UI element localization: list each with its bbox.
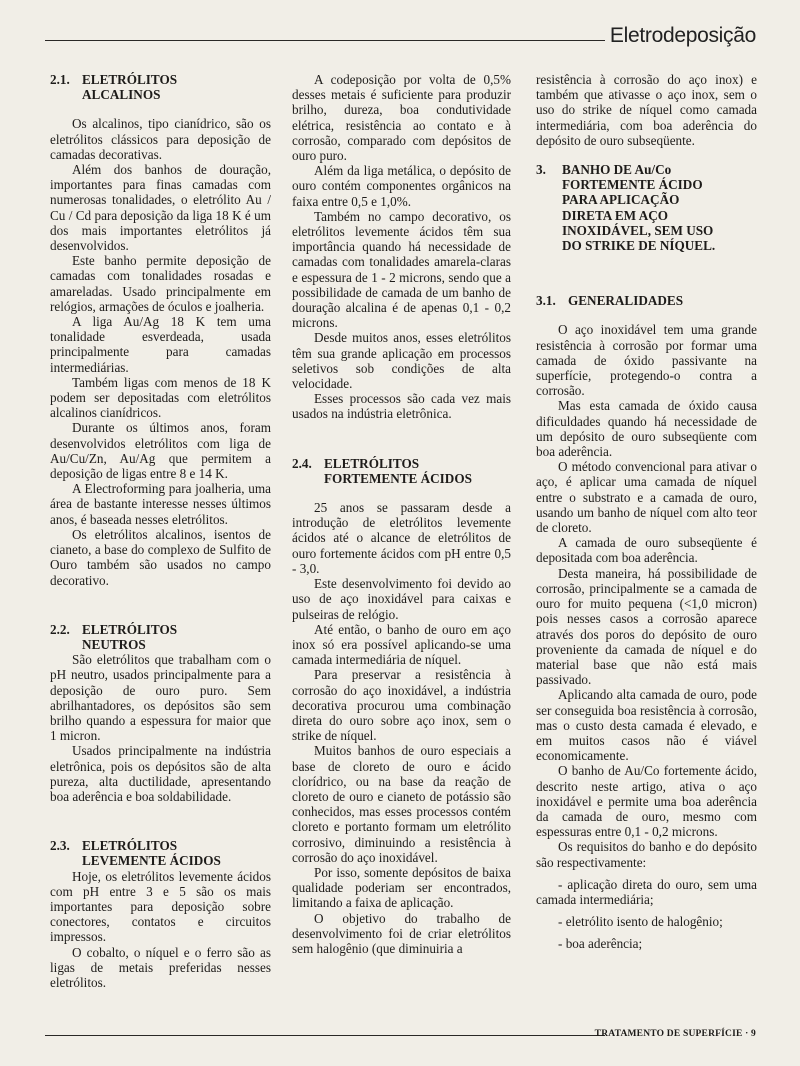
running-header-title: Eletrodeposição [609,24,756,47]
section-2-4-heading: 2.4. ELETRÓLITOS FORTEMENTE ÁCIDOS [292,455,472,486]
paragraph: Durante os últimos anos, foram desenvolvidos eletrólitos com liga de Au/Cu/Zn, Au/Ag que permitem a deposição de ligas entre 8 e 14 K. [50,420,271,482]
paragraph: 25 anos se passaram desde a introdução de eletrólitos levemente ácidos até o alcance de eletrólitos de ouro fortemente ácidos com pH entre 0,5 - 3,0. [292,500,511,576]
paragraph: Os alcalinos, tipo cianídrico, são os eletrólitos clássicos para deposição de camadas decorativas. [50,116,271,162]
paragraph: Usados principalmente na indústria eletrônica, pois os depósitos são de alta pureza, alta ductilidade, apresentando boa aderência e boa soldabilidade. [50,743,271,804]
list-item: - aplicação direta do ouro, sem uma camada intermediária; [536,876,757,907]
paragraph: Muitos banhos de ouro especiais a base de cloreto de ouro e ácido clorídrico, ou na base da reação de cloreto de ouro e cianeto de potássio são conhecidos, mas esses processos contém cloreto e portanto formam um eletrólito corrosivo, diminuindo a resistência à corrosão do aço inoxidável. [292,743,511,865]
footer-rule [45,1035,605,1036]
paragraph: Desde muitos anos, esses eletrólitos têm sua grande aplicação em processos seletivos sob condições de alta velocidade. [292,330,511,392]
paragraph: São eletrólitos que trabalham com o pH neutro, usados principalmente para a deposição de ouro puro. Sem abrilhantadores, os depósitos são sem brilho quando a espessura for maior que 1 micron. [50,652,271,744]
paragraph: A Electroforming para joalheria, uma área de bastante interesse nesses últimos anos, é baseada nesses eletrólitos. [50,481,271,527]
paragraph: O método convencional para ativar o aço, é aplicar uma camada de níquel entre o substrato e a camada de ouro, usando um banho de níquel com alto teor de cloreto. [536,459,757,536]
header-rule [45,40,605,41]
paragraph: Desta maneira, há possibilidade de corrosão, principalmente se a camada de ouro for muito pequena (<1,0 micron) pois nesses casos a corrosão aparece através dos poros do depósito de ouro proveniente da camada de níquel e do material base que não está mais passivado. [536,565,757,688]
paragraph: O aço inoxidável tem uma grande resistência à corrosão por formar uma camada de óxido passivante na superfície, protegendo-o contra a corrosão. [536,322,757,399]
paragraph: O cobalto, o níquel e o ferro são as ligas de metais preferidas nesses eletrólitos. [50,944,271,990]
section-2-3-heading: 2.3. ELETRÓLITOS LEVEMENTE ÁCIDOS [50,838,221,869]
paragraph: O banho de Au/Co fortemente ácido, descrito neste artigo, ativa o aço inoxidável e permite uma boa aderência da camada de ouro, mesmo com espessuras entre 0,1 - 0,2 microns. [536,763,757,840]
paragraph: Aplicando alta camada de ouro, pode ser conseguida boa resistência à corrosão, mas o custo desta camada é elevado, e em muitos casos não é viável economicamente. [536,687,757,764]
paragraph: A liga Au/Ag 18 K tem uma tonalidade esverdeada, usada principalmente para camadas intermediárias. [50,314,271,375]
paragraph: Este banho permite deposição de camadas com tonalidades rosadas e amareladas. Usado principalmente em relógios, armações de óculos e joalheria. [50,253,271,314]
section-2-1-heading: 2.1. ELETRÓLITOS ALCALINOS [50,72,178,103]
paragraph: Hoje, os eletrólitos levemente ácidos com pH entre 3 e 5 são os mais importantes para deposição sobre conectores, contatos e circuitos impressos. [50,868,271,945]
paragraph: O objetivo do trabalho de desenvolvimento foi de criar eletrólitos sem halogênio (que diminuiria a [292,910,511,956]
section-2-2-heading: 2.2. ELETRÓLITOS NEUTROS [50,621,178,652]
paragraph: Por isso, somente depósitos de baixa qualidade poderiam ser encontrados, limitando a faixa de aplicação. [292,864,511,911]
paragraph: Este desenvolvimento foi devido ao uso de aço inoxidável para caixas e pulseiras de relógio. [292,576,511,622]
paragraph: Mas esta camada de óxido causa dificuldades quando há necessidade de um depósito de ouro subseqüente com boa aderência. [536,398,757,460]
section-3-1-heading: 3.1. GENERALIDADES [536,293,684,309]
section-3-heading: 3. BANHO DE Au/Co FORTEMENTE ÁCIDO PARA APLICAÇÃO DIRETA EM AÇO INOXIDÁVEL, SEM USO DO STRIKE DE NÍQUEL. [536,162,716,254]
paragraph: Além dos banhos de douração, importantes para finas camadas com numerosas tonalidades, o eletrólito Au / Cu / Cd para deposição da liga 18 K é um dos mais importantes eletrólitos já desenvolvidos. [50,162,271,254]
paragraph: Até então, o banho de ouro em aço inox só era possível aplicando-se uma camada intermediária de níquel. [292,621,511,668]
column-2 [292,72,511,956]
paragraph: resistência à corrosão do aço inox) e também que ativasse o aço inox, sem o uso do strike de níquel como camada intermediária, com boa aderência do depósito de ouro subseqüente. [536,72,757,148]
paragraph: Além da liga metálica, o depósito de ouro contém componentes orgânicos na faixa entre 0,5 e 1,0%. [292,163,511,209]
column-1 [50,72,271,990]
paragraph: A codeposição por volta de 0,5% desses metais é suficiente para produzir brilho, dureza, boa condutividade elétrica, resistência ao contato e à corrosão, comparado com depósitos de ouro puro. [292,72,511,164]
list-item: - eletrólito isento de halogênio; [558,914,723,930]
list-item: - boa aderência; [558,936,643,952]
paragraph: Os eletrólitos alcalinos, isentos de cianeto, a base do complexo de Sulfito de Ouro também são usados no campo decorativo. [50,526,271,588]
paragraph: Também ligas com menos de 18 K podem ser depositadas com eletrólitos alcalinos cianídricos. [50,374,271,421]
paragraph: Para preservar a resistência à corrosão do aço inoxidável, a indústria decorativa procurou uma combinação direta do ouro sobre aço inox, sem o strike de níquel. [292,667,511,744]
paragraph: Os requisitos do banho e do depósito são respectivamente: [536,839,757,870]
paragraph: Esses processos são cada vez mais usados na indústria eletrônica. [292,391,511,422]
column-3 [536,72,757,952]
paragraph: A camada de ouro subseqüente é depositada com boa aderência. [536,535,757,566]
paragraph: Também no campo decorativo, os eletrólitos levemente ácidos têm sua importância quando há necessidade de camadas com tonalidades amarela-claras e espessura de 1 - 2 microns, sendo que a possibilidade de camada de um banho de douração alcalina é de apenas 0,1 - 0,2 microns. [292,208,511,331]
running-footer: TRATAMENTO DE SUPERFÍCIE · 9 [594,1029,756,1039]
